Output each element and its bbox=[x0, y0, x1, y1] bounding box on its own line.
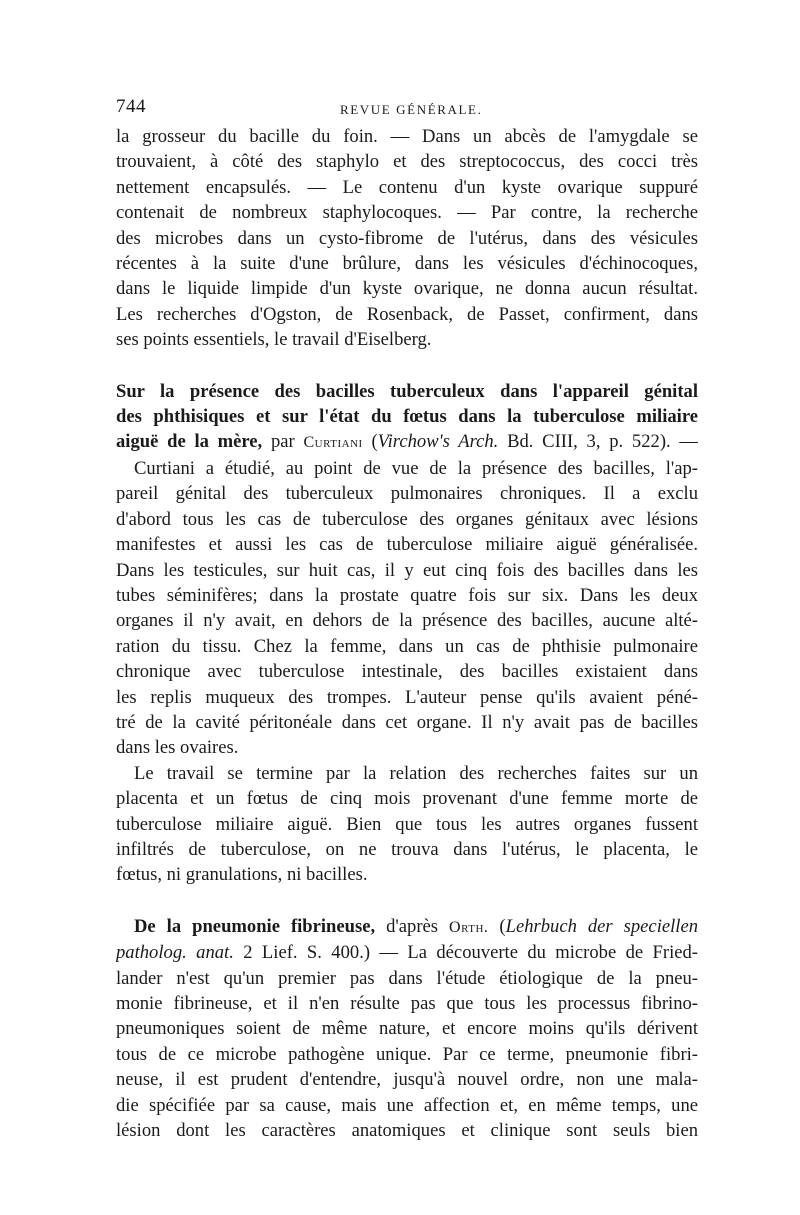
text-line: nettement encapsulés. — Le contenu d'un kyste ovarique suppuré bbox=[116, 176, 698, 198]
text-line: lésion dont les caractères anatomiques et clinique sont seuls bien bbox=[116, 1120, 698, 1142]
section3-after: d'après bbox=[375, 915, 450, 937]
section3-paragraph bbox=[116, 914, 698, 1144]
section3-ref-open: ( bbox=[488, 915, 506, 937]
text-line: des microbes dans un cysto-fibrome de l'utérus, dans des vésicules bbox=[116, 227, 698, 249]
section2-ref-rest: Bd. CIII, 3, p. 522). — bbox=[498, 431, 698, 453]
text-line: Curtiani a étudié, au point de vue de la présence des bacilles, l'ap- bbox=[134, 457, 698, 479]
text-line: d'abord tous les cas de tuberculose des organes génitaux avec lésions bbox=[116, 508, 698, 530]
text-line: la grosseur du bacille du foin. — Dans un abcès de l'amygdale se bbox=[116, 126, 698, 147]
section2-ref-open: ( bbox=[362, 431, 378, 453]
text-line: infiltrés de tuberculose, on ne trouva dans l'utérus, le placenta, le bbox=[116, 838, 698, 860]
section2-heading bbox=[116, 379, 698, 456]
section2-title-line: des phthisiques et sur l'état du fœtus dans la tuberculose miliaire bbox=[116, 406, 698, 428]
section3-title-line bbox=[116, 914, 698, 940]
document-page bbox=[116, 96, 698, 1143]
section2-par: par bbox=[262, 431, 304, 453]
text-line: organes il n'y avait, en dehors de la présence des bacilles, aucune alté- bbox=[116, 610, 698, 632]
section2-title-line bbox=[116, 429, 698, 455]
text-line: tubes séminifères; dans la prostate quatre fois sur six. Dans les deux bbox=[116, 584, 698, 606]
section2-title-bold: aiguë de la mère, bbox=[116, 431, 263, 453]
text-line: contenait de nombreux staphylocoques. — Par contre, la recherche bbox=[116, 202, 698, 224]
text-line: les replis muqueux des trompes. L'auteur pense qu'ils avaient péné- bbox=[116, 686, 698, 708]
section2-paragraph-2 bbox=[116, 761, 698, 888]
section3-ref-rest: 2 Lief. S. 400.) — La découverte du microbe de Fried- bbox=[233, 942, 698, 964]
text-line: die spécifiée par sa cause, mais une affection et, en même temps, une bbox=[116, 1094, 698, 1116]
text-line: Dans les testicules, sur huit cas, il y eut cinq fois des bacilles dans les bbox=[116, 559, 698, 581]
text-line: ses points essentiels, le travail d'Eiselberg. bbox=[116, 329, 432, 351]
text-line: Le travail se termine par la relation des recherches faites sur un bbox=[134, 762, 698, 784]
text-line: dans les ovaires. bbox=[116, 737, 239, 759]
text-line: lander n'est qu'un premier pas dans l'étude étiologique de la pneu- bbox=[116, 967, 698, 989]
section2-journal: Virchow's Arch. bbox=[377, 431, 499, 453]
text-line: placenta et un fœtus de cinq mois provenant d'une femme morte de bbox=[116, 788, 698, 810]
text-line: dans le liquide limpide d'un kyste ovarique, ne donna aucun résultat. bbox=[116, 278, 698, 300]
running-title: REVUE GÉNÉRALE. bbox=[340, 102, 483, 117]
text-line: ration du tissu. Chez la femme, dans un cas de phthisie pulmonaire bbox=[116, 635, 698, 657]
section2-author: Curtiani bbox=[303, 434, 363, 452]
text-line: récentes à la suite d'une brûlure, dans les vésicules d'échinocoques, bbox=[116, 253, 698, 275]
section3-title-bold: De la pneumonie fibrineuse, bbox=[134, 915, 376, 937]
section3-book-2: patholog. anat. bbox=[116, 942, 234, 964]
text-line: chronique avec tuberculose intestinale, des bacilles existaient dans bbox=[116, 661, 698, 683]
text-line: tuberculose miliaire aiguë. Bien que tous les autres organes fussent bbox=[116, 813, 698, 835]
section2-title-line: Sur la présence des bacilles tuberculeux dans l'appareil génital bbox=[116, 380, 698, 402]
section-gap bbox=[116, 888, 698, 914]
running-head bbox=[116, 96, 698, 124]
section2-paragraph-1 bbox=[116, 456, 698, 761]
text-line: neuse, il est prudent d'entendre, jusqu'à nouvel ordre, non une mala- bbox=[116, 1069, 698, 1091]
text-line: pneumoniques soient de même nature, et encore moins qu'ils dérivent bbox=[116, 1018, 698, 1040]
text-line: Les recherches d'Ogston, de Rosenback, de Passet, confirment, dans bbox=[116, 303, 698, 325]
page-number: 744 bbox=[116, 96, 146, 117]
section3-author: Orth. bbox=[449, 918, 489, 936]
text-line: trouvaient, à côté des staphylo et des streptococcus, des cocci très bbox=[116, 151, 698, 173]
text-line: monie fibrineuse, et il n'en résulte pas que tous les processus fibrino- bbox=[116, 993, 698, 1014]
text-line: fœtus, ni granulations, ni bacilles. bbox=[116, 864, 368, 886]
section1-paragraph bbox=[116, 124, 698, 353]
text-line: tous de ce microbe pathogène unique. Par ce terme, pneumonie fibri- bbox=[116, 1043, 698, 1065]
section3-book: Lehrbuch der speciellen bbox=[505, 915, 698, 937]
section-gap bbox=[116, 353, 698, 379]
section3-ref-line bbox=[116, 940, 698, 965]
text-line: pareil génital des tuberculeux pulmonaires chroniques. Il a exclu bbox=[116, 483, 698, 505]
text-line: tré de la cavité péritonéale dans cet organe. Il n'y avait pas de bacilles bbox=[116, 711, 698, 733]
text-line: manifestes et aussi les cas de tuberculose miliaire aiguë généralisée. bbox=[116, 534, 698, 556]
